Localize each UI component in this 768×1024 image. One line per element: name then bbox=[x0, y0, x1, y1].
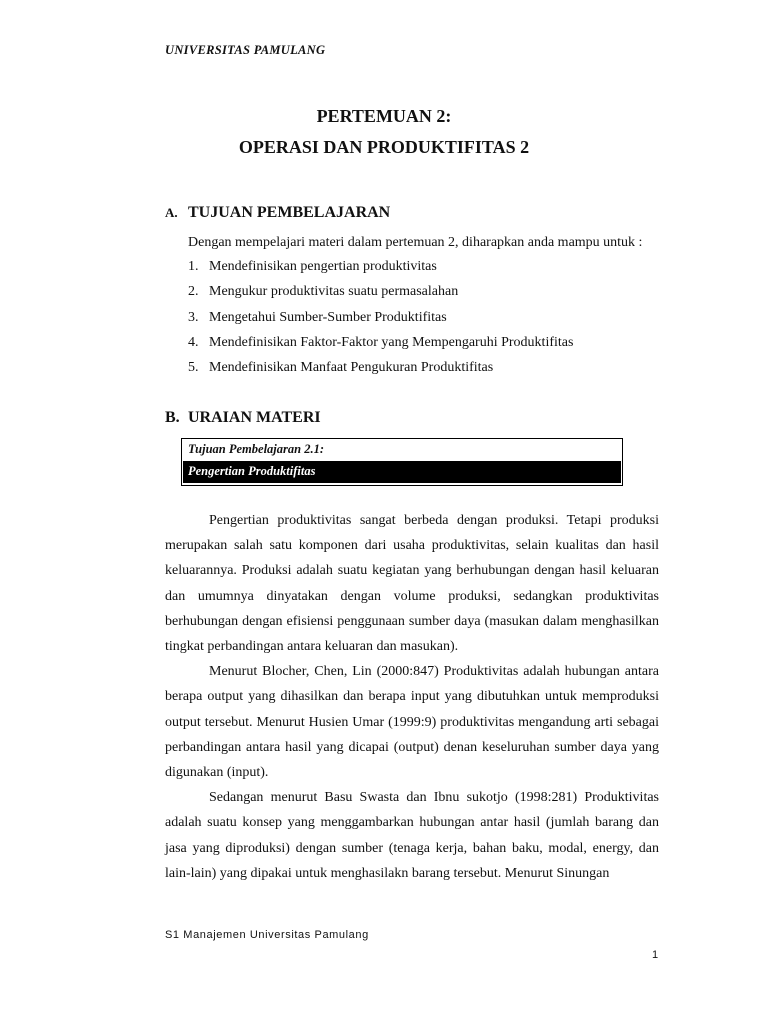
list-item bbox=[188, 283, 573, 308]
learning-goals-intro: Dengan mempelajari materi dalam pertemuan 2, diharapkan anda mampu untuk : bbox=[188, 235, 643, 250]
list-item-text: Mengetahui Sumber-Sumber Produktifitas bbox=[209, 309, 447, 325]
section-b-title: URAIAN MATERI bbox=[188, 409, 321, 426]
section-a-letter: A. bbox=[165, 205, 178, 220]
footer-text: S1 Manajemen Universitas Pamulang bbox=[165, 929, 369, 941]
paragraph: Menurut Blocher, Chen, Lin (2000:847) Produktivitas adalah hubungan antara berapa output yang dihasilkan dan berapa input yang dibutuhkan untuk memproduksi output tersebut. Menurut Husien Umar (1999:9) produktivitas mengandung arti sebagai perbandingan antara hasil yang dicapai (output) denan keseluruhan sumber daya yang digunakan (input). bbox=[165, 664, 659, 781]
page-title-line-2: OPERASI DAN PRODUKTIFITAS 2 bbox=[238, 137, 530, 157]
learning-goal-box bbox=[181, 438, 623, 486]
running-header: UNIVERSITAS PAMULANG bbox=[165, 43, 326, 57]
list-item bbox=[188, 359, 573, 384]
list-item-text: Mendefinisikan pengertian produktivitas bbox=[209, 259, 437, 274]
learning-goal-label: Tujuan Pembelajaran 2.1: bbox=[188, 442, 325, 456]
learning-goal-subtitle: Pengertian Produktifitas bbox=[183, 461, 621, 483]
list-item bbox=[188, 309, 573, 334]
list-item-text: Mendefinisikan Manfaat Pengukuran Produktifitas bbox=[209, 360, 494, 376]
list-item bbox=[188, 258, 573, 283]
list-item-number: 3. bbox=[188, 309, 199, 325]
material-body bbox=[165, 508, 659, 886]
learning-goals-list bbox=[188, 258, 573, 384]
section-b-letter: B. bbox=[165, 409, 180, 426]
list-item-number: 2. bbox=[188, 284, 199, 300]
list-item-text: Mengukur produktivitas suatu permasalahan bbox=[209, 284, 459, 300]
list-item bbox=[188, 334, 573, 359]
list-item-number: 1. bbox=[188, 259, 199, 274]
section-a-heading bbox=[165, 204, 390, 222]
paragraph: Pengertian produktivitas sangat berbeda dengan produksi. Tetapi produksi merupakan salah satu komponen dari usaha produktivitas, selain kualitas dan hasil keluarannya. Produksi adalah suatu kegiatan yang berhubungan dengan hasil keluaran dan umumnya dinyatakan dengan volume produksi, sedangkan produktivitas berhubungan dengan efisiensi penggunaan sumber daya (masukan dalam menghasilkan tingkat perbandingan antara keluaran dan masukan). bbox=[165, 513, 659, 655]
paragraph: Sedangan menurut Basu Swasta dan Ibnu sukotjo (1998:281) Produktivitas adalah suatu konsep yang menggambarkan hubungan antar hasil (jumlah barang dan jasa yang diproduksi) dengan sumber (tenaga kerja, bahan baku, modal, energy, dan lain-lain) yang dipakai untuk menghasilakn barang tersebut. Menurut Sinungan bbox=[165, 790, 659, 881]
section-b-heading bbox=[165, 409, 321, 427]
section-a-title: TUJUAN PEMBELAJARAN bbox=[188, 204, 391, 221]
page-number: 1 bbox=[652, 949, 659, 961]
list-item-text: Mendefinisikan Faktor-Faktor yang Mempengaruhi Produktifitas bbox=[209, 334, 574, 350]
list-item-number: 5. bbox=[188, 360, 199, 376]
page-title-line-1: PERTEMUAN 2: bbox=[316, 106, 452, 126]
list-item-number: 4. bbox=[188, 334, 199, 350]
